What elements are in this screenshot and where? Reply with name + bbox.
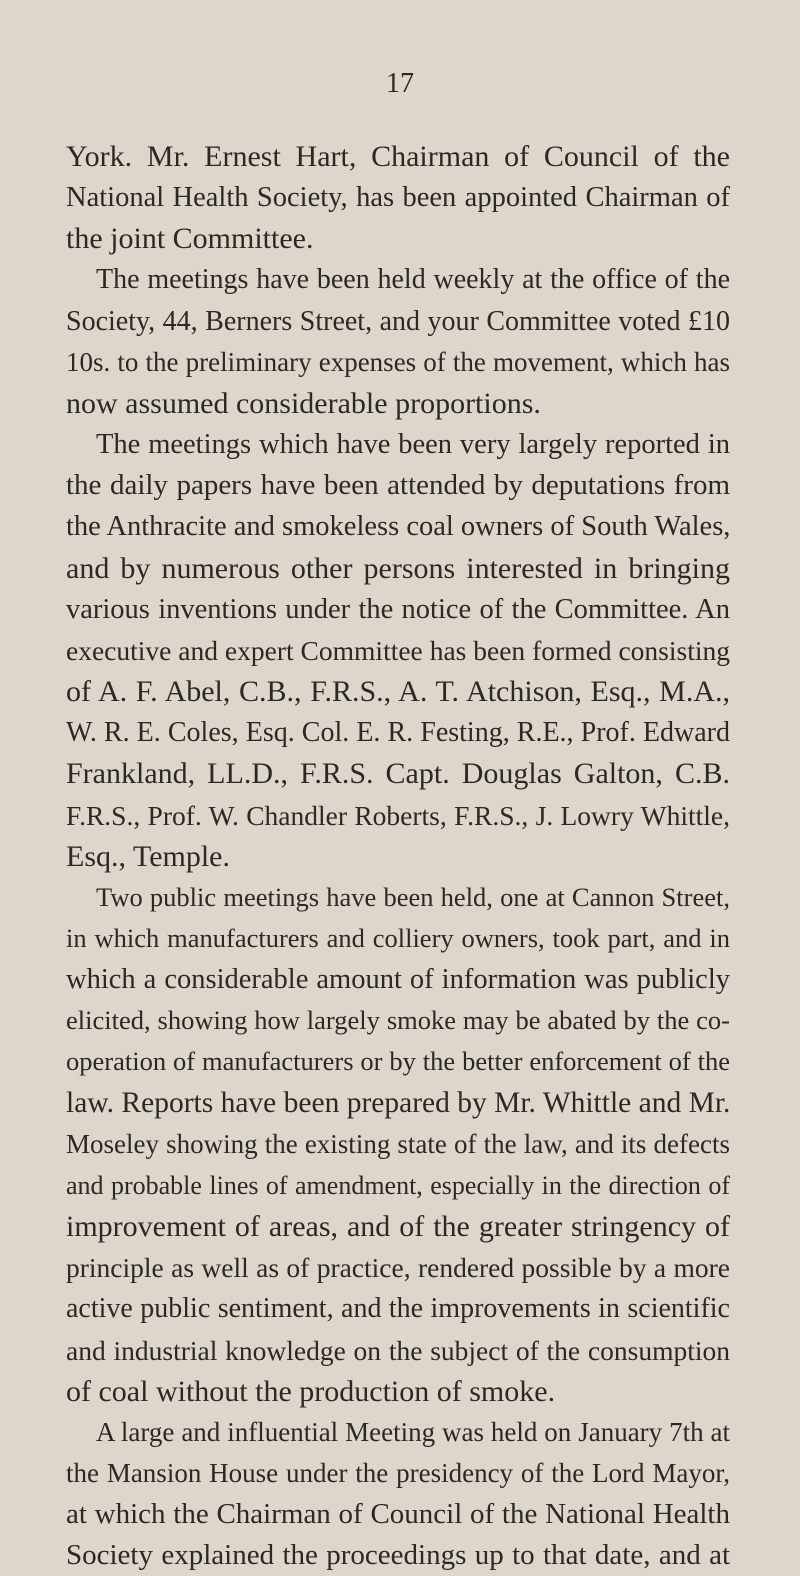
text-line: The meetings have been held weekly at the office of the xyxy=(96,264,730,296)
text-line: W. R. E. Coles, Esq. Col. E. R. Festing, R.E., Prof. Edward xyxy=(66,717,730,749)
text-line: the Anthracite and smokeless coal owners of South Wales, xyxy=(66,511,731,543)
text-line: Esq., Temple. xyxy=(66,839,230,873)
text-line: F.R.S., Prof. W. Chandler Roberts, F.R.S., J. Lowry Whittle, xyxy=(66,799,730,831)
page-number: 17 xyxy=(386,68,414,99)
text-line: executive and expert Committee has been formed consisting xyxy=(66,634,730,666)
text-line: the daily papers have been attended by deputations from xyxy=(66,469,730,502)
text-line: active public sentiment, and the improvements in scientific xyxy=(66,1293,730,1325)
text-line: National Health Society, has been appointed Chairman of xyxy=(66,182,730,214)
text-line: Frankland, LL.D., F.R.S. Capt. Douglas Galton, C.B. xyxy=(66,757,730,791)
text-line: the joint Committee. xyxy=(66,222,314,256)
text-line: elicited, showing how largely smoke may be abated by the co- xyxy=(66,1005,730,1036)
text-line: York. Mr. Ernest Hart, Chairman of Council of the xyxy=(66,140,730,173)
text-line: Moseley showing the existing state of the law, and its defects xyxy=(66,1128,730,1159)
text-line: law. Reports have been prepared by Mr. Whittle and Mr. xyxy=(66,1086,731,1119)
text-line: in which manufacturers and colliery owners, took part, and in xyxy=(66,922,730,953)
text-line: and industrial knowledge on the subject of the consumption xyxy=(66,1334,730,1366)
text-line: of coal without the production of smoke. xyxy=(66,1374,556,1408)
text-line: now assumed considerable proportions. xyxy=(66,386,541,420)
text-line: which a considerable amount of information was publicly xyxy=(66,964,730,996)
text-line: A large and influential Meeting was held on January 7th at xyxy=(96,1416,730,1447)
text-line: improvement of areas, and of the greater stringency of xyxy=(66,1210,730,1244)
body-text xyxy=(66,136,730,1576)
text-line: Two public meetings have been held, one at Cannon Street, xyxy=(96,881,730,912)
text-line: Society explained the proceedings up to that date, and at xyxy=(66,1539,730,1572)
text-line: 10s. to the preliminary expenses of the movement, which has xyxy=(66,346,730,377)
text-line: and probable lines of amendment, especially in the direction of xyxy=(66,1170,730,1200)
text-line: at which the Chairman of Council of the National Health xyxy=(66,1498,730,1531)
text-line: and by numerous other persons interested in bringing xyxy=(66,551,730,585)
text-line: Society, 44, Berners Street, and your Committee voted £10 xyxy=(66,305,730,337)
text-line: of A. F. Abel, C.B., F.R.S., A. T. Atchison, Esq., M.A., xyxy=(66,675,730,709)
text-line: principle as well as of practice, rendered possible by a more xyxy=(66,1252,730,1284)
text-line: various inventions under the notice of the Committee. An xyxy=(66,593,730,625)
text-line: the Mansion House under the presidency of the Lord Mayor, xyxy=(66,1458,730,1488)
text-line: operation of manufacturers or by the better enforcement of the xyxy=(66,1046,730,1077)
text-line: The meetings which have been very largely reported in xyxy=(96,429,730,461)
